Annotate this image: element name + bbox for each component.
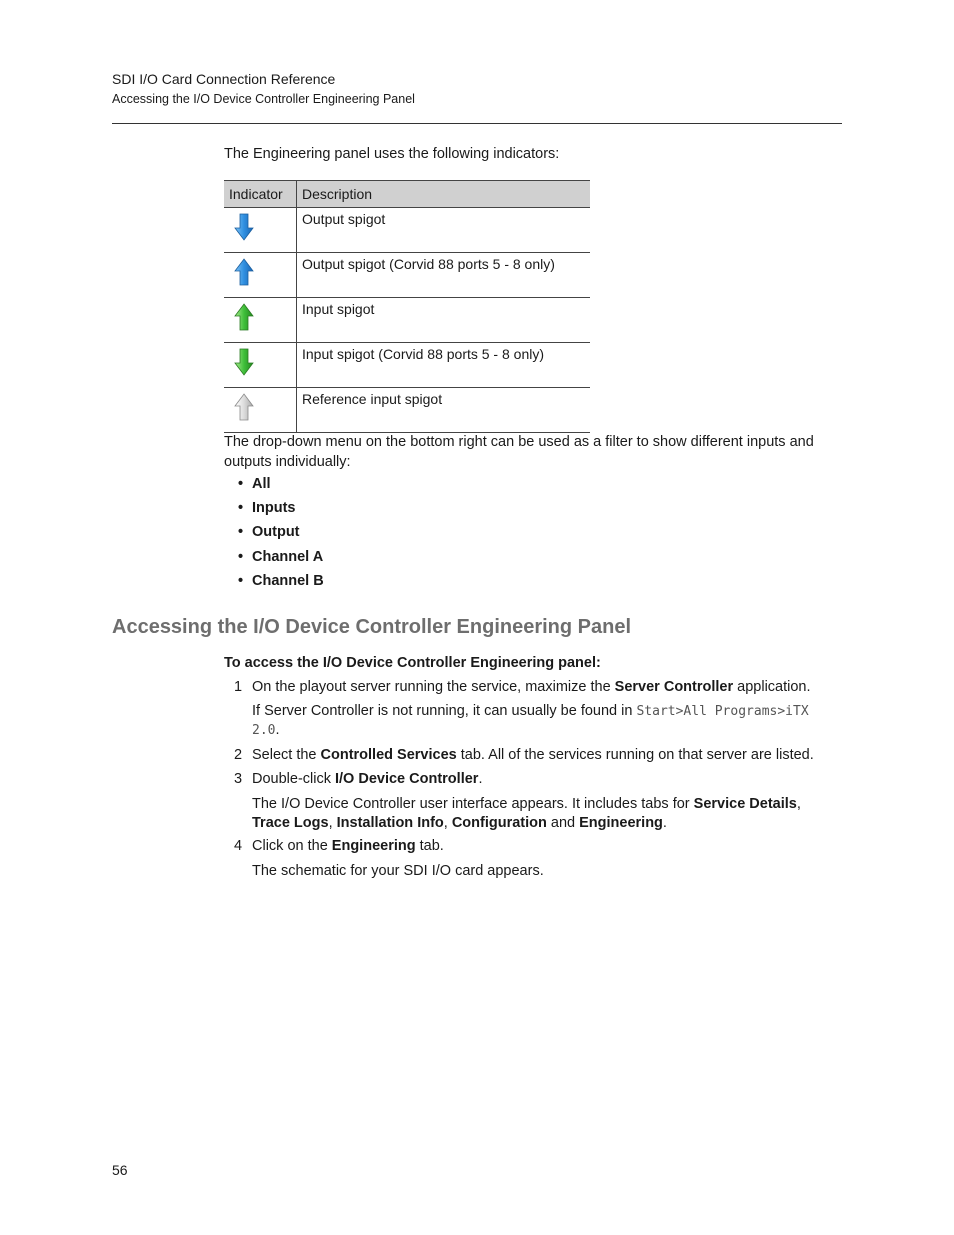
step-number: 2 <box>234 747 243 763</box>
indicator-description: Output spigot <box>297 208 591 253</box>
green-down-arrow-icon <box>234 348 254 376</box>
table-header-row <box>224 181 590 208</box>
running-header-subtitle: Accessing the I/O Device Controller Engineering Panel <box>112 92 415 106</box>
indicator-description: Input spigot <box>297 298 591 343</box>
indicator-table <box>224 180 590 433</box>
column-header: Description <box>297 181 591 208</box>
indicator-description: Reference input spigot <box>297 388 591 433</box>
indicator-description: Output spigot (Corvid 88 ports 5 - 8 only) <box>297 253 591 298</box>
blue-down-arrow-icon <box>234 213 254 241</box>
intro-paragraph: The Engineering panel uses the following indicators: <box>224 146 560 162</box>
procedure-title: To access the I/O Device Controller Engineering panel: <box>224 655 601 671</box>
step-3-note: The I/O Device Controller user interface appears. It includes tabs for Service Details, Trace Logs, Installation Info, Configuration and Engineering. <box>252 796 801 831</box>
section-heading: Accessing the I/O Device Controller Engineering Panel <box>112 616 632 638</box>
table-row <box>224 298 590 343</box>
table-row <box>224 253 590 298</box>
header-divider <box>112 123 842 124</box>
indicator-description: Input spigot (Corvid 88 ports 5 - 8 only) <box>297 343 591 388</box>
column-header: Indicator <box>224 181 297 208</box>
step-1-note: If Server Controller is not running, it can usually be found in Start>All Programs>iTX <box>252 703 809 719</box>
list-item: • Inputs <box>238 500 296 516</box>
step-1-note-cont: 2.0. <box>252 722 280 738</box>
step-number: 3 <box>234 771 243 787</box>
step-number: 1 <box>234 679 243 695</box>
step-2-text: Select the Controlled Services tab. All of the services running on that server are listed. <box>252 747 814 763</box>
step-4-note: The schematic for your SDI I/O card appears. <box>252 863 544 879</box>
step-number: 4 <box>234 838 243 854</box>
green-up-arrow-icon <box>234 303 254 331</box>
step-3-text: Double-click I/O Device Controller. <box>252 771 483 787</box>
step-4-text: Click on the Engineering tab. <box>252 838 444 854</box>
page-number: 56 <box>112 1162 128 1178</box>
filter-paragraph: The drop-down menu on the bottom right can be used as a filter to show different inputs and outputs individually: <box>224 434 814 470</box>
table-row <box>224 343 590 388</box>
running-header-title: SDI I/O Card Connection Reference <box>112 71 336 87</box>
list-item: • Channel A <box>238 549 324 565</box>
table-row <box>224 208 590 253</box>
gray-up-arrow-icon <box>234 393 254 421</box>
blue-up-arrow-icon <box>234 258 254 286</box>
table-row <box>224 388 590 433</box>
list-item: • Output <box>238 524 300 540</box>
step-1-text: On the playout server running the service, maximize the Server Controller application. <box>252 679 811 695</box>
list-item: • Channel B <box>238 573 324 589</box>
list-item: • All <box>238 476 271 492</box>
